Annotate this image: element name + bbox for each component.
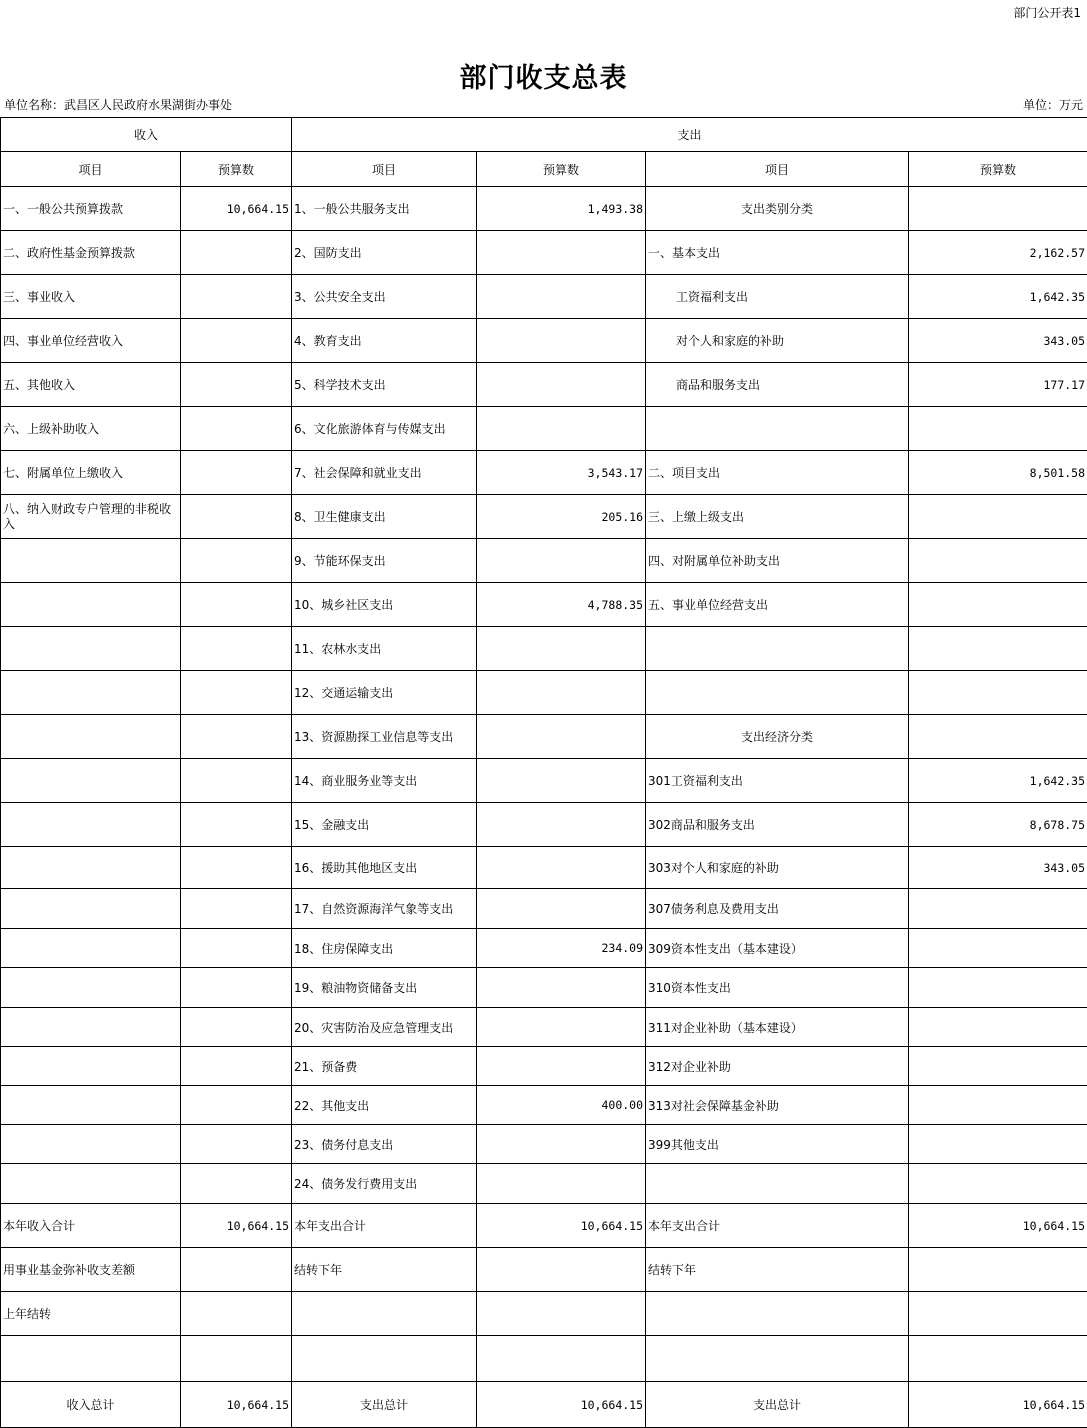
expense-category-item: 301工资福利支出 — [646, 759, 909, 803]
form-number: 部门公开表1 — [1013, 4, 1081, 21]
table-row — [1, 451, 1087, 495]
income-item — [1, 968, 181, 1008]
expense-category-item: 四、对附属单位补助支出 — [646, 539, 909, 583]
expense-category-budget: 343.05 — [909, 319, 1087, 363]
expense-category-item: 五、事业单位经营支出 — [646, 583, 909, 627]
income-budget — [181, 715, 292, 759]
expense-category-budget: 343.05 — [909, 847, 1087, 889]
expense-budget — [477, 1292, 646, 1336]
income-item — [1, 715, 181, 759]
table-row — [1, 929, 1087, 968]
income-budget — [181, 495, 292, 539]
income-budget — [181, 1248, 292, 1292]
expense-budget: 3,543.17 — [477, 451, 646, 495]
expense-category-budget — [909, 1336, 1087, 1382]
expense-item: 4、教育支出 — [292, 319, 477, 363]
expense-category-item: 302商品和服务支出 — [646, 803, 909, 847]
expense-item: 12、交通运输支出 — [292, 671, 477, 715]
expense-category-item: 399其他支出 — [646, 1125, 909, 1164]
budget-table — [0, 117, 1087, 1428]
table-row — [1, 847, 1087, 889]
expense-item: 16、援助其他地区支出 — [292, 847, 477, 889]
income-item: 七、附属单位上缴收入 — [1, 451, 181, 495]
table-row — [1, 968, 1087, 1008]
expense-budget — [477, 319, 646, 363]
expense-item: 7、社会保障和就业支出 — [292, 451, 477, 495]
expense-category-budget — [909, 671, 1087, 715]
col-header-budget: 预算数 — [477, 152, 646, 187]
expense-category-budget — [909, 1248, 1087, 1292]
expense-item: 3、公共安全支出 — [292, 275, 477, 319]
income-item: 二、政府性基金预算拨款 — [1, 231, 181, 275]
income-item — [1, 1125, 181, 1164]
expense-budget — [477, 539, 646, 583]
income-budget — [181, 583, 292, 627]
expense-budget — [477, 803, 646, 847]
expense-budget — [477, 1047, 646, 1086]
expense-category-budget — [909, 407, 1087, 451]
expense-category-item — [646, 671, 909, 715]
expense-item: 18、住房保障支出 — [292, 929, 477, 968]
expense-category-item: 309资本性支出（基本建设） — [646, 929, 909, 968]
expense-item: 17、自然资源海洋气象等支出 — [292, 889, 477, 929]
col-header-budget: 预算数 — [909, 152, 1087, 187]
table-row — [1, 627, 1087, 671]
income-budget: 10,664.15 — [181, 187, 292, 231]
expense-category-budget — [909, 1125, 1087, 1164]
income-item — [1, 759, 181, 803]
expense-category-budget — [909, 889, 1087, 929]
expense-category-budget: 1,642.35 — [909, 275, 1087, 319]
income-budget — [181, 671, 292, 715]
expense-budget — [477, 1336, 646, 1382]
income-budget — [181, 231, 292, 275]
income-budget — [181, 803, 292, 847]
income-budget — [181, 889, 292, 929]
expense-category-item: 商品和服务支出 — [646, 363, 909, 407]
expense-budget — [477, 1164, 646, 1204]
income-budget — [181, 1164, 292, 1204]
income-total-label: 收入总计 — [1, 1382, 181, 1428]
income-item — [1, 539, 181, 583]
expense-item: 13、资源勘探工业信息等支出 — [292, 715, 477, 759]
col-header-budget: 预算数 — [181, 152, 292, 187]
income-item — [1, 847, 181, 889]
expense-total-value: 10,664.15 — [477, 1382, 646, 1428]
income-item: 上年结转 — [1, 1292, 181, 1336]
income-budget — [181, 1008, 292, 1047]
expense-budget — [477, 671, 646, 715]
income-item — [1, 1008, 181, 1047]
expense-item — [292, 1336, 477, 1382]
income-budget — [181, 929, 292, 968]
table-row — [1, 407, 1087, 451]
expense-category-item: 303对个人和家庭的补助 — [646, 847, 909, 889]
expense-item: 5、科学技术支出 — [292, 363, 477, 407]
table-row — [1, 671, 1087, 715]
col-header-item: 项目 — [646, 152, 909, 187]
expense-category-budget — [909, 1292, 1087, 1336]
income-item — [1, 929, 181, 968]
income-header: 收入 — [1, 118, 292, 152]
table-row — [1, 889, 1087, 929]
expense-item: 19、粮油物资储备支出 — [292, 968, 477, 1008]
income-budget — [181, 407, 292, 451]
income-item — [1, 1047, 181, 1086]
expense-category-budget — [909, 1086, 1087, 1125]
unit-name: 单位名称：武昌区人民政府水果湖街办事处 — [4, 96, 232, 113]
expense-item: 9、节能环保支出 — [292, 539, 477, 583]
table-row — [1, 1086, 1087, 1125]
table-row — [1, 187, 1087, 231]
expense-budget — [477, 275, 646, 319]
expense-category-item: 310资本性支出 — [646, 968, 909, 1008]
expense-category-item — [646, 627, 909, 671]
expense-item: 8、卫生健康支出 — [292, 495, 477, 539]
expense-budget — [477, 968, 646, 1008]
expense-category-item: 对个人和家庭的补助 — [646, 319, 909, 363]
expense-category-item — [646, 407, 909, 451]
expense-category-budget: 8,501.58 — [909, 451, 1087, 495]
expense-category-item: 支出经济分类 — [646, 715, 909, 759]
income-budget — [181, 1047, 292, 1086]
table-row — [1, 1008, 1087, 1047]
table-row — [1, 1204, 1087, 1248]
expense-category-item: 311对企业补助（基本建设） — [646, 1008, 909, 1047]
table-row — [1, 759, 1087, 803]
table-row — [1, 539, 1087, 583]
expense-category-item: 三、上缴上级支出 — [646, 495, 909, 539]
expense-category-budget — [909, 968, 1087, 1008]
page-title: 部门收支总表 — [0, 56, 1087, 95]
expense-category-budget: 10,664.15 — [909, 1204, 1087, 1248]
table-row — [1, 363, 1087, 407]
expense-category-item — [646, 1164, 909, 1204]
income-budget — [181, 627, 292, 671]
expense-budget — [477, 889, 646, 929]
table-row — [1, 1248, 1087, 1292]
income-budget — [181, 847, 292, 889]
income-item: 六、上级补助收入 — [1, 407, 181, 451]
income-budget — [181, 539, 292, 583]
expense-category-budget — [909, 1047, 1087, 1086]
expense-category-budget: 8,678.75 — [909, 803, 1087, 847]
expense-category-item: 二、项目支出 — [646, 451, 909, 495]
expense-budget — [477, 1008, 646, 1047]
income-item — [1, 583, 181, 627]
expense-category-budget — [909, 583, 1087, 627]
expense-category-item: 313对社会保障基金补助 — [646, 1086, 909, 1125]
expense-budget: 4,788.35 — [477, 583, 646, 627]
income-item — [1, 1086, 181, 1125]
income-item — [1, 803, 181, 847]
table-row — [1, 231, 1087, 275]
expense-item: 14、商业服务业等支出 — [292, 759, 477, 803]
table-row — [1, 1047, 1087, 1086]
income-item: 三、事业收入 — [1, 275, 181, 319]
expense-budget — [477, 847, 646, 889]
expense-category-budget — [909, 495, 1087, 539]
income-item — [1, 889, 181, 929]
expense-item: 结转下年 — [292, 1248, 477, 1292]
unit-label: 单位：万元 — [1023, 96, 1083, 113]
expense-category-item: 本年支出合计 — [646, 1204, 909, 1248]
expense-category-item — [646, 1336, 909, 1382]
table-row — [1, 583, 1087, 627]
income-total-value: 10,664.15 — [181, 1382, 292, 1428]
expense-total-value: 10,664.15 — [909, 1382, 1087, 1428]
expense-item: 24、债务发行费用支出 — [292, 1164, 477, 1204]
expense-item: 本年支出合计 — [292, 1204, 477, 1248]
income-budget: 10,664.15 — [181, 1204, 292, 1248]
expense-budget: 1,493.38 — [477, 187, 646, 231]
income-budget — [181, 1336, 292, 1382]
expense-category-item: 一、基本支出 — [646, 231, 909, 275]
expense-category-budget — [909, 1008, 1087, 1047]
expense-category-item: 支出类别分类 — [646, 187, 909, 231]
expense-item: 2、国防支出 — [292, 231, 477, 275]
income-item: 四、事业单位经营收入 — [1, 319, 181, 363]
table-row — [1, 1125, 1087, 1164]
expense-item: 1、一般公共服务支出 — [292, 187, 477, 231]
grand-total-row — [1, 1382, 1087, 1428]
expense-total-label: 支出总计 — [646, 1382, 909, 1428]
table-row — [1, 495, 1087, 539]
expense-category-budget — [909, 187, 1087, 231]
income-budget — [181, 275, 292, 319]
expense-budget: 234.09 — [477, 929, 646, 968]
expense-header: 支出 — [292, 118, 1087, 152]
expense-item: 20、灾害防治及应急管理支出 — [292, 1008, 477, 1047]
income-item: 五、其他收入 — [1, 363, 181, 407]
expense-budget — [477, 1125, 646, 1164]
table-row — [1, 275, 1087, 319]
expense-budget — [477, 407, 646, 451]
expense-budget — [477, 231, 646, 275]
table-row — [1, 1164, 1087, 1204]
expense-category-item: 307债务利息及费用支出 — [646, 889, 909, 929]
income-budget — [181, 319, 292, 363]
expense-category-budget: 1,642.35 — [909, 759, 1087, 803]
table-row — [1, 319, 1087, 363]
table-row — [1, 803, 1087, 847]
income-budget — [181, 968, 292, 1008]
col-header-item: 项目 — [1, 152, 181, 187]
expense-budget — [477, 1248, 646, 1292]
expense-budget: 10,664.15 — [477, 1204, 646, 1248]
expense-item: 22、其他支出 — [292, 1086, 477, 1125]
income-budget — [181, 363, 292, 407]
table-row — [1, 1336, 1087, 1382]
income-item: 八、纳入财政专户管理的非税收入 — [1, 495, 181, 539]
income-item — [1, 1164, 181, 1204]
income-budget — [181, 759, 292, 803]
income-budget — [181, 451, 292, 495]
expense-item: 15、金融支出 — [292, 803, 477, 847]
expense-category-item: 312对企业补助 — [646, 1047, 909, 1086]
expense-category-budget: 2,162.57 — [909, 231, 1087, 275]
expense-budget: 400.00 — [477, 1086, 646, 1125]
expense-category-item: 工资福利支出 — [646, 275, 909, 319]
expense-item: 6、文化旅游体育与传媒支出 — [292, 407, 477, 451]
income-budget — [181, 1292, 292, 1336]
expense-budget — [477, 715, 646, 759]
income-item: 本年收入合计 — [1, 1204, 181, 1248]
table-row — [1, 715, 1087, 759]
expense-category-budget — [909, 929, 1087, 968]
income-item — [1, 1336, 181, 1382]
income-item: 一、一般公共预算拨款 — [1, 187, 181, 231]
expense-item: 21、预备费 — [292, 1047, 477, 1086]
expense-budget — [477, 627, 646, 671]
income-budget — [181, 1086, 292, 1125]
expense-category-budget: 177.17 — [909, 363, 1087, 407]
expense-total-label: 支出总计 — [292, 1382, 477, 1428]
expense-category-budget — [909, 627, 1087, 671]
income-item: 用事业基金弥补收支差额 — [1, 1248, 181, 1292]
expense-budget — [477, 363, 646, 407]
expense-category-budget — [909, 715, 1087, 759]
expense-item: 11、农林水支出 — [292, 627, 477, 671]
expense-category-budget — [909, 1164, 1087, 1204]
expense-budget — [477, 759, 646, 803]
expense-budget: 205.16 — [477, 495, 646, 539]
col-header-item: 项目 — [292, 152, 477, 187]
expense-item: 10、城乡社区支出 — [292, 583, 477, 627]
expense-item — [292, 1292, 477, 1336]
expense-category-item: 结转下年 — [646, 1248, 909, 1292]
income-item — [1, 671, 181, 715]
table-row — [1, 1292, 1087, 1336]
expense-category-budget — [909, 539, 1087, 583]
expense-category-item — [646, 1292, 909, 1336]
income-item — [1, 627, 181, 671]
income-budget — [181, 1125, 292, 1164]
expense-item: 23、债务付息支出 — [292, 1125, 477, 1164]
